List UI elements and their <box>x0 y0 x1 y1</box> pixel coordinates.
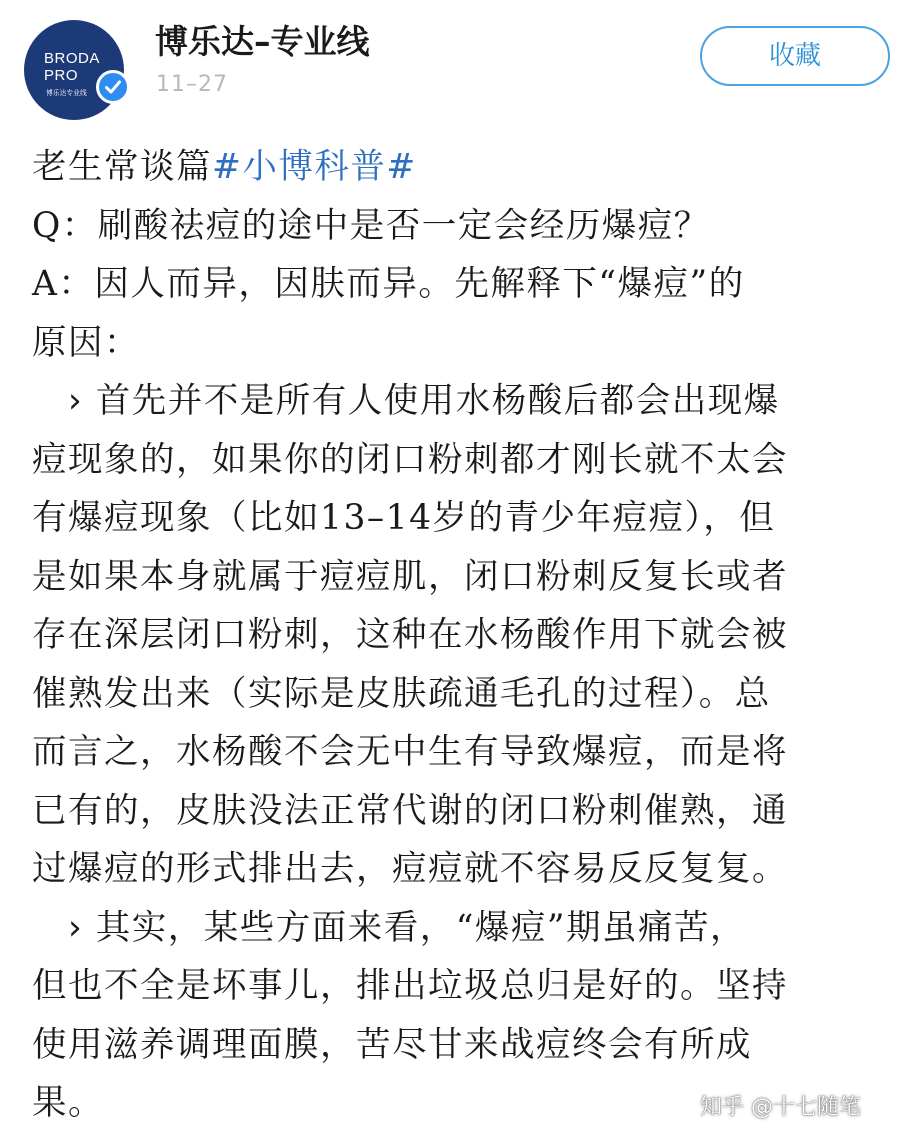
bullet-line <box>32 372 894 431</box>
bullet-text: 首先并不是所有人使用水杨酸后都会出现爆 <box>95 381 780 421</box>
bullet-text: 使用滋养调理面膜，苦尽甘来战痘终会有所成 <box>32 1024 752 1065</box>
avatar-brand-logo: BRODA PRO <box>44 50 100 84</box>
avatar-brand-subtext: 博乐达专业线 <box>46 88 87 97</box>
answer-line: A：因人而异，因肤而异。先解释下“爆痘”的 <box>32 264 745 304</box>
post-date: 11–27 <box>156 72 228 97</box>
bullet-text: 但也不全是坏事儿，排出垃圾总归是好的。坚持 <box>32 966 788 1006</box>
bullet-text: 存在深层闭口粉刺，这种在水杨酸作用下就会被 <box>32 615 788 655</box>
bullet-text: 其实，某些方面来看，“爆痘”期虽痛苦， <box>95 907 747 948</box>
account-name[interactable]: 博乐达–专业线 <box>155 22 370 61</box>
bullet-text: 已有的，皮肤没法正常代谢的闭口粉刺催熟，通 <box>32 790 788 831</box>
post-title-line <box>32 138 894 197</box>
bullet-line <box>32 899 894 958</box>
bullet-text: 过爆痘的形式排出去，痘痘就不容易反反复复。 <box>32 849 788 889</box>
bullet-text: 是如果本身就属于痘痘肌，闭口粉刺反复长或者 <box>32 556 788 597</box>
bullet-chevron-icon: › <box>68 907 84 948</box>
verified-check-icon <box>96 70 130 104</box>
favorite-button[interactable]: 收藏 <box>700 26 890 86</box>
zhihu-watermark: 知乎 @十七随笔 <box>700 1095 861 1120</box>
post-header <box>0 0 922 120</box>
bullet-chevron-icon: › <box>68 381 84 421</box>
post-content <box>32 138 894 1133</box>
question-line: Q：刷酸祛痘的途中是否一定会经历爆痘？ <box>32 205 710 246</box>
bullet-text: 催熟发出来（实际是皮肤疏通毛孔的过程）。总 <box>32 673 771 714</box>
hashtag-link[interactable]: #小博科普# <box>212 147 417 187</box>
bullet-text: 而言之，水杨酸不会无中生有导致爆痘，而是将 <box>32 732 788 772</box>
answer-line: 原因： <box>32 322 140 363</box>
bullet-text: 有爆痘现象（比如13–14岁的青少年痘痘），但 <box>32 498 776 538</box>
post-title-prefix: 老生常谈篇 <box>32 147 212 187</box>
bullet-text: 果。 <box>32 1083 104 1123</box>
bullet-text: 痘现象的，如果你的闭口粉刺都才刚长就不太会 <box>32 439 788 480</box>
